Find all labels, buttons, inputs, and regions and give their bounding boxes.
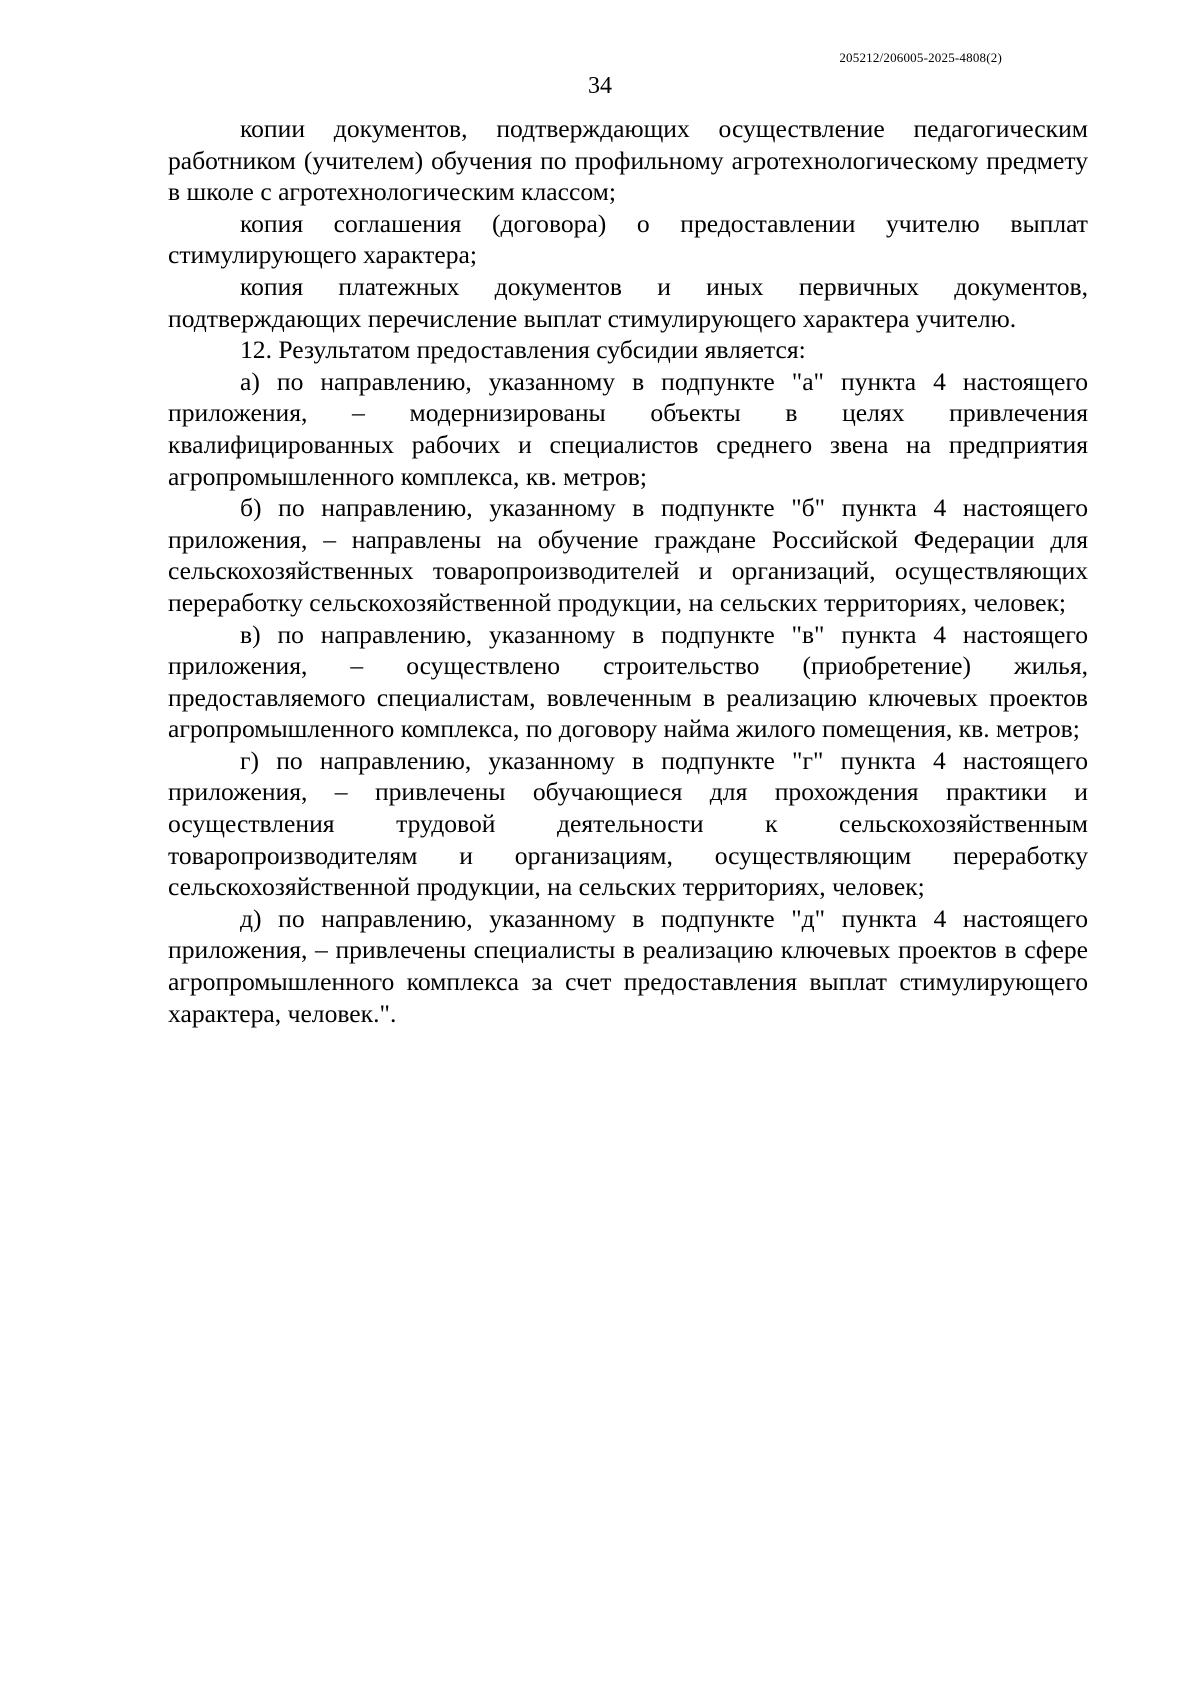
paragraph-result-b: б) по направлению, указанному в подпункте "б" пункта 4 настоящего приложения, – направлены на обучение граждане Российской Федерации для сельскохозяйственных товаропроизводителей и организаций, осуществляющих переработку сельскохозяйственной продукции, на сельских территориях, человек; — [168, 493, 1088, 617]
paragraph-result-g: г) по направлению, указанному в подпункте "г" пункта 4 настоящего приложения, – привлечены обучающиеся для прохождения практики и осуществления трудовой деятельности к сельскохозяйственным товаропроизводителям и организациям, осуществляющим переработку сельскохозяйственной продукции, на сельских территориях, человек; — [168, 745, 1088, 902]
paragraph-agreement-copy: копия соглашения (договора) о предоставлении учителю выплат стимулирующего характера; — [168, 208, 1088, 270]
page-number: 34 — [588, 73, 612, 99]
document-body — [168, 113, 1088, 1029]
paragraph-teacher-training-documents: копии документов, подтверждающих осуществление педагогическим работником (учителем) обучения по профильному агротехнологическому предмету в школе с агротехнологическим классом; — [168, 114, 1088, 207]
paragraph-result-d: д) по направлению, указанному в подпункте "д" пункта 4 настоящего приложения, – привлечены специалисты в реализацию ключевых проектов в сфере агропромышленного комплекса за счет предоставления выплат стимулирующего характера, человек.". — [168, 903, 1088, 1028]
paragraph-result-a: а) по направлению, указанному в подпункте "а" пункта 4 настоящего приложения, – модернизированы объекты в целях привлечения квалифицированных рабочих и специалистов среднего звена на предприятия агропромышленного комплекса, кв. метров; — [168, 366, 1088, 491]
paragraph-subsidy-result-heading: 12. Результатом предоставления субсидии является: — [240, 335, 806, 365]
document-registration-number: 205212/206005-2025-4808(2) — [839, 50, 1002, 65]
paragraph-payment-documents: копия платежных документов и иных первичных документов, подтверждающих перечисление выплат стимулирующего характера учителю. — [168, 271, 1088, 333]
paragraph-result-v: в) по направлению, указанному в подпункте "в" пункта 4 настоящего приложения, – осуществлено строительство (приобретение) жилья, предоставляемого специалистам, вовлеченным в реализацию ключевых проектов агропромышленного комплекса, по договору найма жилого помещения, кв. метров; — [168, 619, 1088, 744]
